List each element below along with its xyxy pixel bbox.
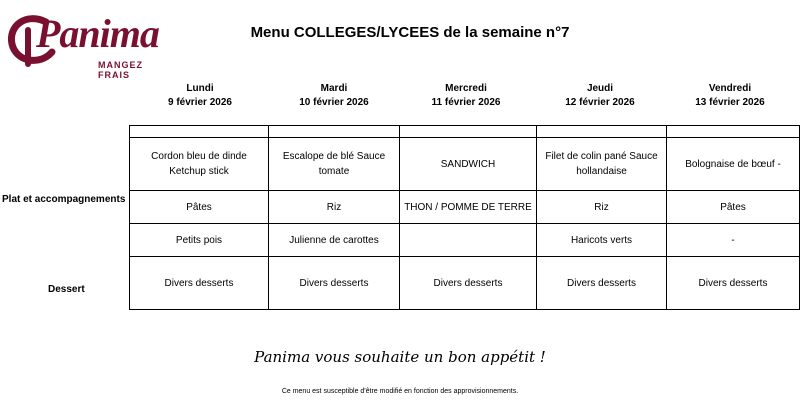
menu-table [129, 125, 800, 310]
row-label-plat: Plat et accompagnements [2, 194, 126, 205]
accomp-cell: Haricots verts [537, 224, 667, 257]
empty-cell [400, 126, 537, 138]
day-date: 11 février 2026 [431, 97, 501, 108]
table-row [130, 224, 800, 257]
dessert-cell: Divers desserts [537, 257, 667, 310]
day-date: 9 février 2026 [168, 97, 232, 108]
closing-message: Panima vous souhaite un bon appétit ! [254, 348, 546, 366]
dessert-cell: Divers desserts [400, 257, 537, 310]
accomp-cell: Pâtes [130, 191, 269, 224]
logo-tagline: MANGEZ FRAIS [98, 60, 143, 80]
empty-cell [269, 126, 400, 138]
accomp-cell: Petits pois [130, 224, 269, 257]
plat-cell: Filet de colin pané Sauce hollandaise [537, 138, 667, 191]
day-date: 13 février 2026 [695, 97, 765, 108]
day-header-lundi [133, 82, 267, 110]
day-name: Jeudi [586, 83, 614, 94]
empty-cell [537, 126, 667, 138]
plat-cell: Escalope de blé Sauce tomate [269, 138, 400, 191]
empty-cell [667, 126, 800, 138]
day-date: 10 février 2026 [299, 97, 369, 108]
page-title: Menu COLLEGES/LYCEES de la semaine n°7 [250, 24, 570, 41]
day-name: Mardi [320, 83, 348, 94]
dessert-cell: Divers desserts [667, 257, 800, 310]
day-header-mardi [267, 82, 401, 110]
footer-note: Ce menu est susceptible d'être modifié en fonction des approvisionnements. [281, 388, 519, 395]
table-row [130, 126, 800, 138]
accomp-cell [400, 224, 537, 257]
day-header-vendredi [663, 82, 797, 110]
plat-cell: Cordon bleu de dinde Ketchup stick [130, 138, 269, 191]
table-row [130, 138, 800, 191]
day-name: Mercredi [445, 83, 487, 94]
table-row [130, 257, 800, 310]
logo-wordmark: Panima [36, 11, 159, 56]
dessert-cell: Divers desserts [269, 257, 400, 310]
dessert-cell: Divers desserts [130, 257, 269, 310]
day-name: Lundi [186, 83, 214, 94]
day-name: Vendredi [708, 83, 752, 94]
table-row [130, 191, 800, 224]
accomp-cell: Riz [269, 191, 400, 224]
row-label-dessert: Dessert [48, 284, 85, 295]
accomp-cell: Riz [537, 191, 667, 224]
plat-cell: SANDWICH [400, 138, 537, 191]
day-date: 12 février 2026 [565, 97, 635, 108]
empty-cell [130, 126, 269, 138]
day-header-mercredi [399, 82, 533, 110]
day-header-jeudi [533, 82, 667, 110]
accomp-cell: THON / POMME DE TERRE [400, 191, 537, 224]
accomp-cell: - [667, 224, 800, 257]
plat-cell: Bolognaise de bœuf - [667, 138, 800, 191]
accomp-cell: Julienne de carottes [269, 224, 400, 257]
accomp-cell: Pâtes [667, 191, 800, 224]
